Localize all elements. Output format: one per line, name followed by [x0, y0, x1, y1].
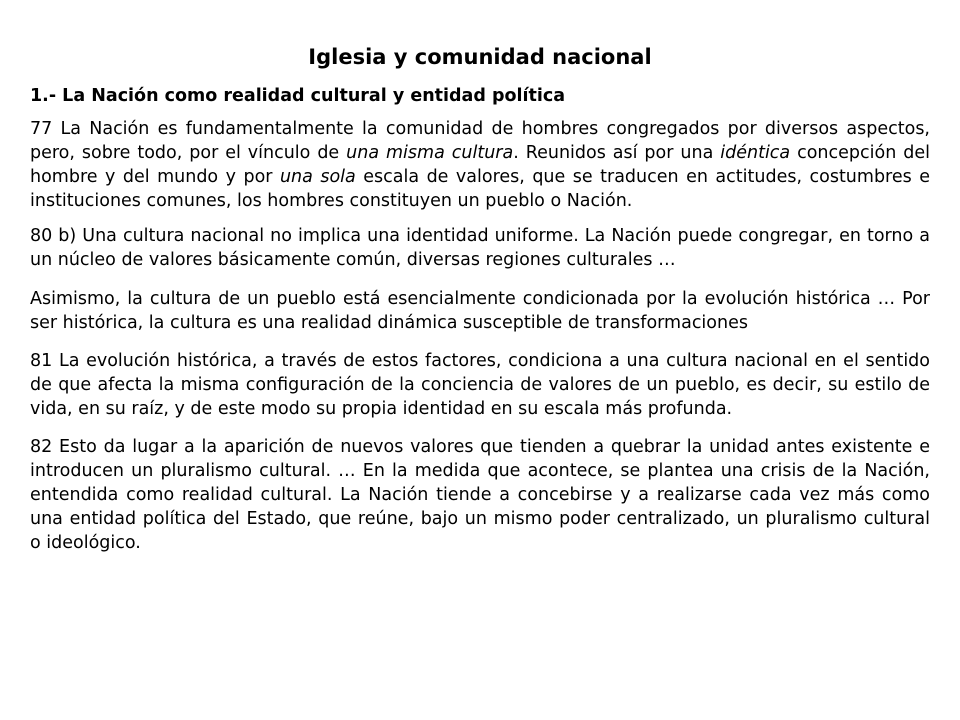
- paragraph-77-text: concepción del hombre y del mundo y por: [30, 143, 930, 187]
- emphasis-una-misma-cultura: una misma cultura: [346, 143, 514, 163]
- emphasis-identica: idéntica: [720, 143, 791, 163]
- slide-content: [30, 0, 930, 720]
- paragraph-77-text: . Reunidos así por una: [513, 143, 721, 163]
- paragraph-82: 82 Esto da lugar a la aparición de nuevos valores que tienden a quebrar la unidad antes existente e introducen un pluralismo cultural. … En la medida que acontece, se plantea una crisis de la Nación, entendida como realidad cultural. La Nación tiende a concebirse y a realizarse cada vez más como una entidad política del Estado, que reúne, bajo un mismo poder centralizado, un pluralismo cultural o ideológico.: [30, 437, 930, 553]
- paragraph-asimismo: Asimismo, la cultura de un pueblo está esencialmente condicionada por la evolución histórica … Por ser histórica, la cultura es una realidad dinámica susceptible de transformaciones: [30, 289, 930, 333]
- paragraph-77-text: escala de valores, que se traducen en actitudes, costumbres e instituciones comunes, los hombres constituyen un pueblo o Nación.: [30, 167, 931, 211]
- paragraph-81: 81 La evolución histórica, a través de estos factores, condiciona a una cultura nacional en el sentido de que afecta la misma configuración de la conciencia de valores de un pueblo, es decir, su estilo de vida, en su raíz, y de este modo su propia identidad en su escala más profunda.: [30, 351, 930, 419]
- section-subtitle: 1.- La Nación como realidad cultural y entidad política: [30, 86, 566, 106]
- paragraph-80: 80 b) Una cultura nacional no implica una identidad uniforme. La Nación puede congregar, en torno a un núcleo de valores básicamente común, diversas regiones culturales …: [30, 226, 930, 270]
- emphasis-una-sola: una sola: [279, 167, 356, 187]
- paragraph-77: [30, 117, 930, 213]
- paragraph-77-text: 77 La Nación es fundamentalmente la comunidad de hombres congregados por diversos aspectos, pero, sobre todo, por el vínculo de: [30, 119, 930, 163]
- page-title: Iglesia y comunidad nacional: [308, 45, 652, 69]
